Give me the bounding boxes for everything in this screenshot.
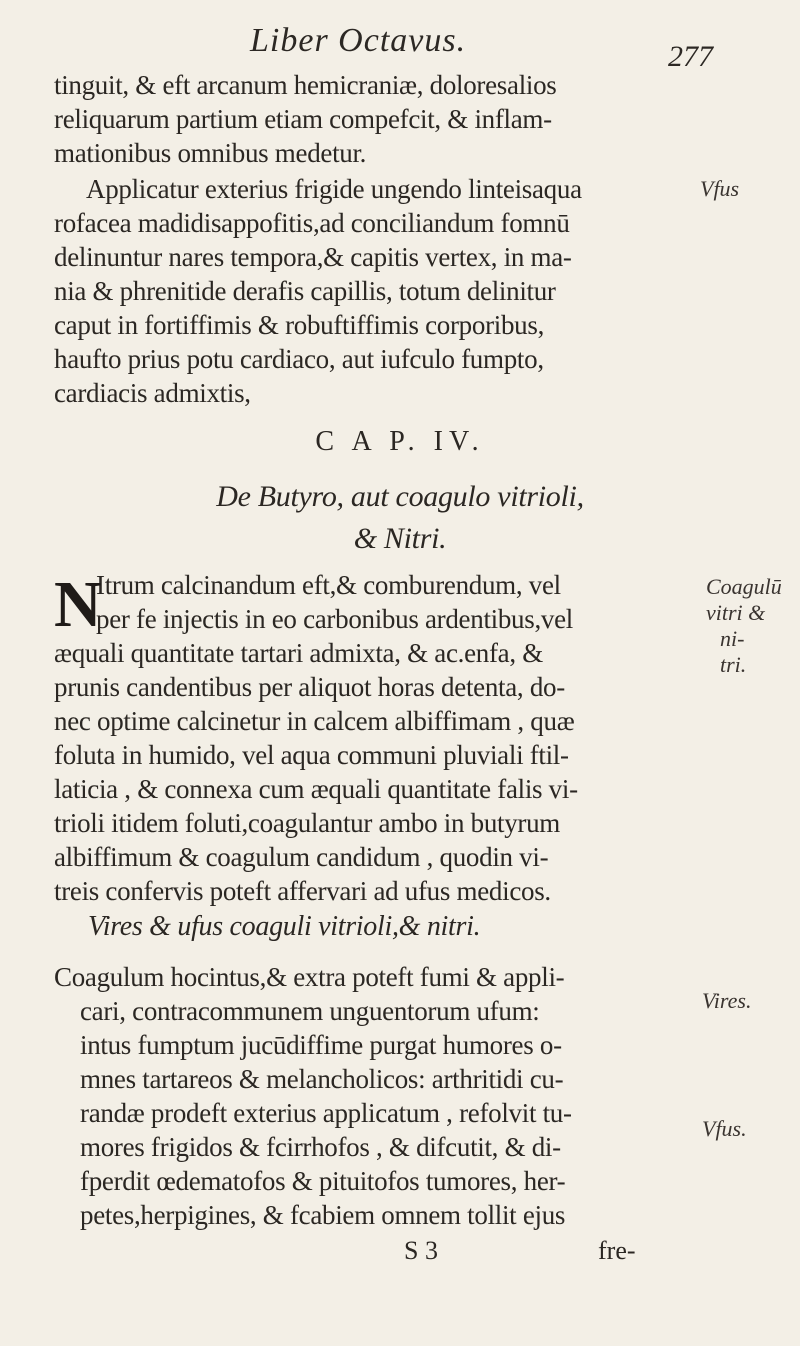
text-line: albiffimum & coagulum candidum , quodin vi- — [54, 842, 549, 872]
text-line: haufto prius potu cardiaco, aut iufculo fumpto, — [54, 344, 544, 374]
text-line: foluta in humido, vel aqua communi pluviali ftil- — [54, 740, 569, 770]
text-line: reliquarum partium etiam compefcit, & inflam- — [54, 104, 552, 134]
text-line: rofacea madidisappofitis,ad conciliandum fomnū — [54, 208, 570, 238]
paragraph-continued — [54, 68, 684, 170]
text-line: Coagulum hocintus,& extra poteft fumi & appli- — [54, 962, 565, 992]
text-line: per fe injectis in eo carbonibus ardentibus,vel — [96, 604, 573, 634]
subheading: Vires & ufus coaguli vitrioli,& nitri. — [88, 911, 481, 942]
text-line: delinuntur nares tempora,& capitis vertex, in ma- — [54, 242, 572, 272]
chapter-heading — [0, 416, 800, 560]
text-line: trioli itidem foluti,coagulantur ambo in butyrum — [54, 808, 561, 838]
text-line: cari, contracommunem unguentorum ufum: — [80, 996, 540, 1026]
text-line: tinguit, & eft arcanum hemicraniæ, doloresalios — [54, 70, 557, 100]
subheading-block — [54, 910, 684, 944]
paragraph-application — [54, 172, 684, 410]
chapter-title-line1: De Butyro, aut coagulo vitrioli, — [216, 480, 584, 513]
margin-note-tri: tri. — [720, 652, 747, 677]
text-line: caput in fortiffimis & robuftiffimis corporibus, — [54, 310, 545, 340]
text-line: Itrum calcinandum eft,& comburendum, vel — [96, 570, 561, 600]
margin-note-vitri: vitri & — [706, 600, 766, 625]
text-line: nec optime calcinetur in calcem albiffimam , quæ — [54, 706, 575, 736]
paragraph-nitrum — [54, 568, 684, 908]
running-head-title: Liber Octavus. — [250, 22, 467, 59]
text-line: æquali quantitate tartari admixta, & ac.enfa, & — [54, 638, 543, 668]
margin-note-vires: Vires. — [702, 988, 752, 1013]
signature-mark: S 3 — [404, 1236, 438, 1265]
text-line: mores frigidos & fcirrhofos , & difcutit, & di- — [80, 1132, 561, 1162]
catchword: fre- — [598, 1236, 636, 1265]
running-head — [0, 18, 800, 73]
margin-note-coagulum: Coagulū — [706, 574, 782, 599]
text-line: laticia , & connexa cum æquali quantitate falis vi- — [54, 774, 578, 804]
text-line: fperdit œdematofos & pituitofos tumores, her- — [80, 1166, 566, 1196]
text-line: prunis candentibus per aliquot horas detenta, do- — [54, 672, 565, 702]
text-line: intus fumptum jucūdiffime purgat humores o- — [80, 1030, 562, 1060]
text-line: randæ prodeft exterius applicatum , refolvit tu- — [80, 1098, 572, 1128]
page-number: 277 — [668, 40, 713, 73]
text-line: Applicatur exterius frigide ungendo linteisaqua — [86, 174, 582, 204]
text-line: mationibus omnibus medetur. — [54, 138, 367, 168]
drop-cap-letter: N — [54, 568, 102, 641]
margin-note-ni: ni- — [720, 626, 745, 651]
chapter-label: C A P. IV. — [315, 426, 485, 457]
text-line: treis confervis poteft affervari ad ufus medicos. — [54, 876, 551, 906]
text-line: petes,herpigines, & fcabiem omnem tollit ejus — [80, 1200, 566, 1230]
paragraph-vires — [54, 960, 684, 1232]
text-line: mnes tartareos & melancholicos: arthritidi cu- — [80, 1064, 564, 1094]
text-line: nia & phrenitide derafis capillis, totum delinitur — [54, 276, 556, 306]
chapter-title-line2: & Nitri. — [353, 522, 447, 555]
text-line: cardiacis admixtis, — [54, 378, 251, 408]
margin-note-vfus: Vfus. — [702, 1116, 747, 1141]
margin-note-usus: Vfus — [700, 176, 740, 201]
